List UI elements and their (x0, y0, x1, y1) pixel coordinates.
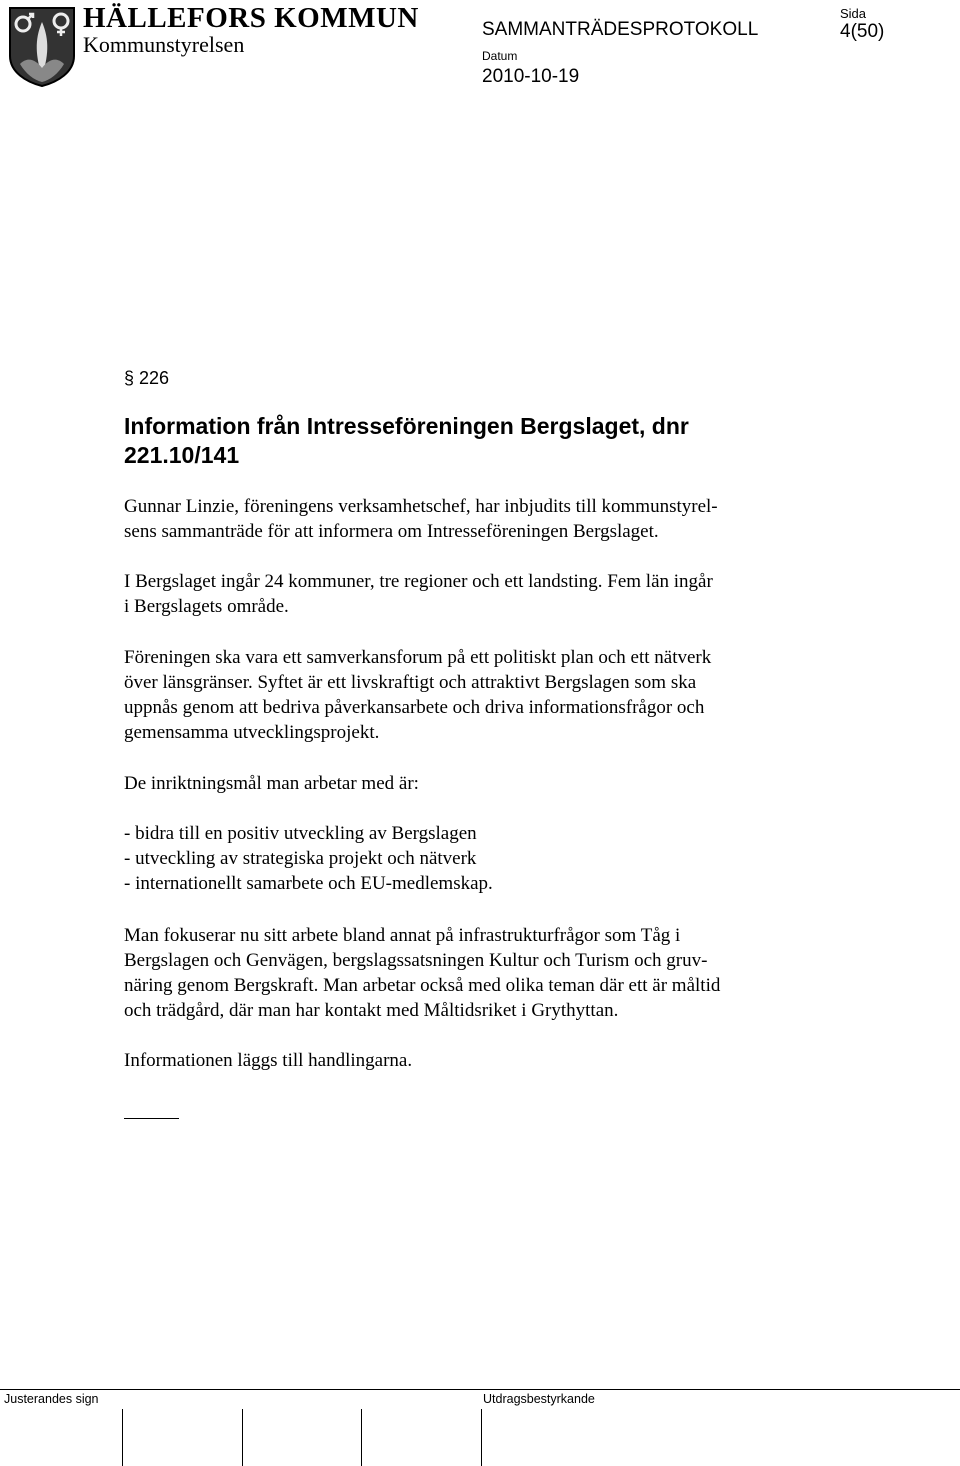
utdragsbestyrkande-label: Utdragsbestyrkande (483, 1392, 595, 1406)
text-line: uppnås genom att bedriva påverkansarbete och driva informationsfrågor och (124, 697, 705, 718)
text-line: Man fokuserar nu sitt arbete bland annat på infrastrukturfrågor som Tåg i (124, 925, 681, 946)
text-line: I Bergslaget ingår 24 kommuner, tre regioner och ett landsting. Fem län ingår (124, 571, 713, 592)
section-end-rule (124, 1118, 179, 1119)
text-line: över länsgränser. Syftet är ett livskraftigt och attraktivt Bergslagen som ska (124, 672, 697, 693)
goals-list (124, 821, 824, 896)
text-line: gemensamma utvecklingsprojekt. (124, 722, 380, 743)
paragraph-purpose (124, 645, 824, 745)
date-label: Datum (482, 49, 518, 63)
paragraph-number: § 226 (124, 368, 170, 388)
text-line: i Bergslagets område. (124, 596, 289, 617)
footer-divider (0, 1389, 960, 1390)
document-type: SAMMANTRÄDESPROTOKOLL (482, 19, 759, 40)
organization-name: HÄLLEFORS KOMMUN (83, 2, 419, 34)
text-line: Föreningen ska vara ett samverkansforum på ett politiskt plan och ett nätverk (124, 647, 712, 668)
paragraph-decision: Informationen läggs till handlingarna. (124, 1050, 413, 1071)
coat-of-arms-logo (6, 4, 78, 88)
organization-subtitle: Kommunstyrelsen (83, 32, 245, 57)
list-item: - internationellt samarbete och EU-medlemskap. (124, 873, 493, 894)
justerande-sign-label: Justerandes sign (4, 1392, 99, 1406)
signature-box-divider (122, 1409, 123, 1466)
text-line: och trädgård, där man har kontakt med Måltidsriket i Grythyttan. (124, 1000, 619, 1021)
list-item: - utveckling av strategiska projekt och nätverk (124, 848, 477, 869)
signature-box-divider (242, 1409, 243, 1466)
page-number: 4(50) (840, 21, 885, 42)
paragraph-focus (124, 923, 824, 1023)
text-line: sens sammanträde för att informera om Intresseföreningen Bergslaget. (124, 521, 659, 542)
heading-line: 221.10/141 (124, 442, 240, 468)
heading-line: Information från Intresseföreningen Bergslaget, dnr (124, 413, 689, 439)
text-line: Gunnar Linzie, föreningens verksamhetschef, har inbjudits till kommunstyrel- (124, 496, 718, 517)
paragraph-members (124, 569, 824, 619)
section-heading (124, 412, 824, 470)
signature-box-divider (481, 1409, 482, 1466)
paragraph-invitation (124, 494, 824, 544)
list-item: - bidra till en positiv utveckling av Bergslagen (124, 823, 477, 844)
date-value: 2010-10-19 (482, 66, 580, 87)
page-label: Sida (840, 6, 867, 21)
paragraph-goals-intro: De inriktningsmål man arbetar med är: (124, 773, 419, 794)
text-line: näring genom Bergskraft. Man arbetar också med olika teman där ett är måltid (124, 975, 721, 996)
text-line: Bergslagen och Genvägen, bergslagssatsningen Kultur och Turism och gruv- (124, 950, 708, 971)
signature-box-divider (361, 1409, 362, 1466)
